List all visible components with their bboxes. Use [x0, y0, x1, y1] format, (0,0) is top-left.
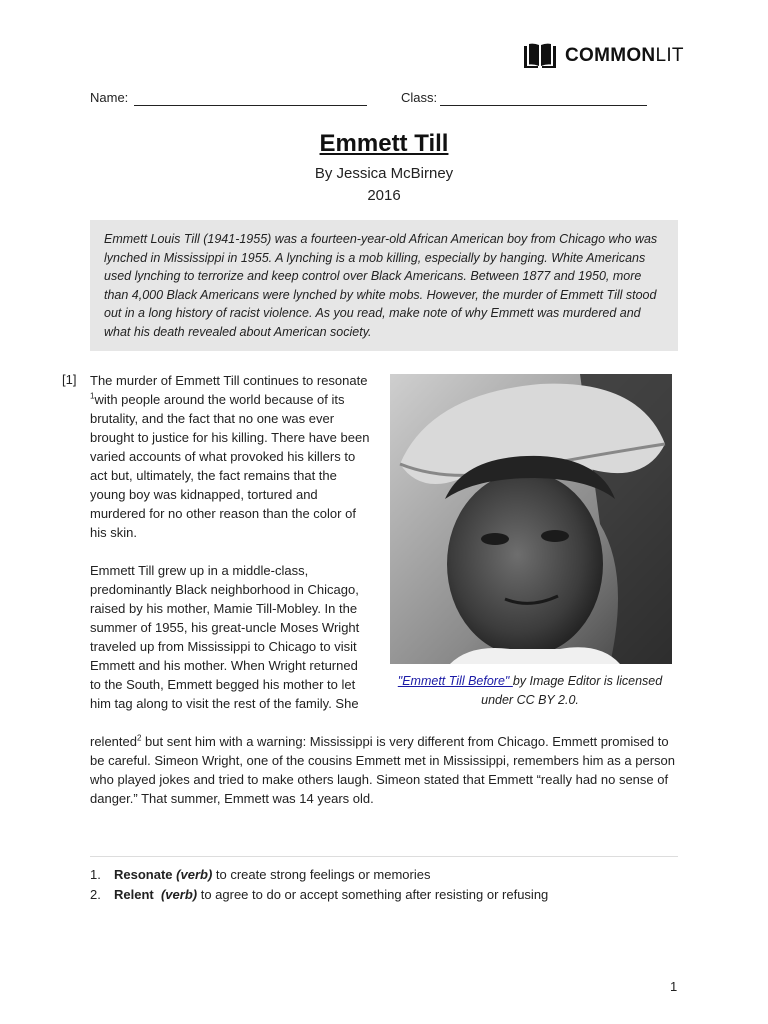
footnote-ref-2[interactable]: 2 [136, 733, 142, 743]
image-source-link[interactable]: "Emmett Till Before" [397, 674, 513, 688]
footnote-divider [90, 856, 678, 857]
article-title: Emmett Till [319, 130, 449, 157]
brand-name: COMMONLIT [565, 45, 684, 66]
image-caption: "Emmett Till Before" by Image Editor is licensed under CC BY 2.0. [397, 674, 663, 707]
class-field-line[interactable] [440, 105, 647, 106]
intro-box: Emmett Louis Till (1941-1955) was a fourteen-year-old African American boy from Chicago who was lynched in Mississippi in 1955. A lynching is a mob killing, especially by hanging. White Americans used lynching to terrorize and keep control over Black Americans. Between 1877 and 1950, more than 4,000 Black Americans were lynched by white mobs. However, the murder of Emmett Till stood out in a long history of racist violence. As you read, make note of why Emmett was murdered and what his death revealed about American society. [90, 220, 678, 351]
open-book-icon [522, 42, 558, 70]
footnote-2: 2. Relent (verb) to agree to do or accept something after resisting or refusing [90, 887, 549, 902]
paragraph-2-start: Emmett Till grew up in a middle-class, predominantly Black neighborhood in Chicago, raised by his mother, Mamie Till-Mobley. In the summer of 1955, his great-uncle Moses Wright traveled up from Mississippi to Chicago to visit Emmett and his mother. When Wright returned to the South, Emmett begged his mother to let him tag along to visit the rest of the family. She [90, 563, 360, 711]
paragraph-1: The murder of Emmett Till continues to resonate $^1$with people around the world because of its brutality, and the fact that no one was ever brought to justice for his killing. There have been varied accounts of what provoked his killers to act but, ultimately, the fact remains that the young boy was kidnapped, tortured and murdered for no other reason than the color of his skin. [90, 373, 370, 540]
commonlit-logo [522, 42, 684, 70]
name-field-line[interactable] [134, 105, 367, 106]
emmett-till-photo [390, 374, 672, 664]
page-number: 1 [670, 979, 678, 994]
name-class-row [90, 90, 650, 110]
article-author: By Jessica McBirney [314, 165, 454, 182]
paragraph-number: [1] [62, 372, 77, 387]
class-label: Class: [401, 90, 438, 105]
footnote-1: 1. Resonate (verb) to create strong feelings or memories [90, 867, 431, 882]
paragraph-2-end: relented$^2$ but sent him with a warning: Mississippi is very different from Chicago. Emmett promised to be careful. Simeon Wright, one of the cousins Emmett met in Mississippi, remembers him as a person who played jokes and tried to make others laugh. Simeon stated that Emmett “really had no sense of danger.” That summer, Emmett was 14 years old. [90, 733, 675, 806]
name-label: Name: [90, 90, 129, 105]
article-year: 2016 [367, 187, 401, 204]
footnote-ref-1[interactable]: 1 [90, 391, 95, 401]
